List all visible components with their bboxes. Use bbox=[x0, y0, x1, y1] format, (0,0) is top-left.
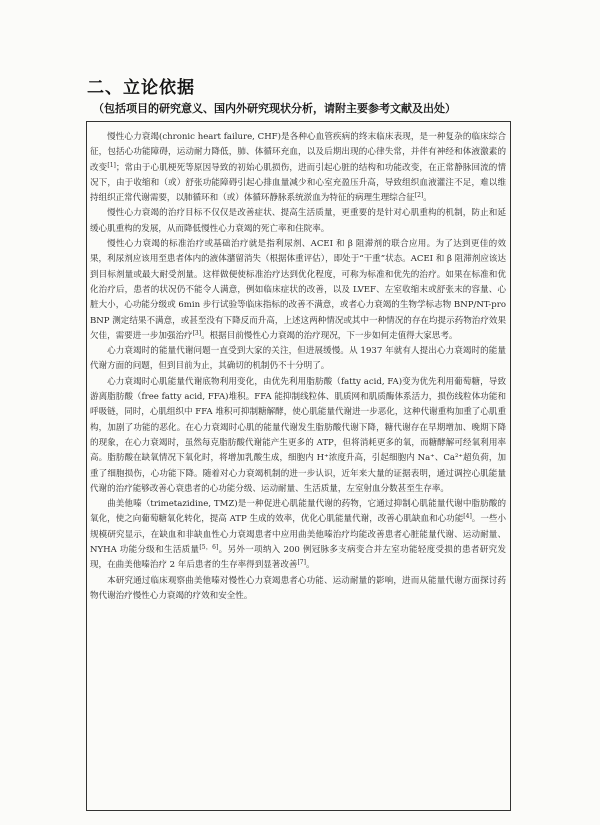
body-text bbox=[90, 130, 506, 604]
paragraph-text: 本研究通过临床观察曲美他嗪对慢性心力衰竭患者心功能、运动耐量的影响，进而从能量代谢方面探讨药物代谢治疗慢性心力衰竭的疗效和安全性。 bbox=[90, 575, 506, 601]
citation: [4] bbox=[463, 513, 472, 521]
citation: [2] bbox=[414, 192, 424, 200]
citation: [1] bbox=[107, 161, 116, 169]
citation: [3] bbox=[192, 329, 202, 337]
paragraph-text: 。一些小规模研究显示，在缺血和非缺血性心力衰竭患者中应用曲美他嗪治疗均能改善患者心脏能量代谢、运动耐量、NYHA 功能分级和生活质量 bbox=[90, 514, 506, 556]
paragraph-text: ；常由于心肌梗死等原因导致的初始心肌损伤，进而引起心脏的结构和功能改变，在正常静脉回流的情况下，由于收缩和（或）舒张功能障碍引起心排血量减少和心室充盈压升高，导致组织血液灌注不足，难以维持组织正常代谢需要，以肺循环和（或）体循环静脉系统淤血为特征的病理生理综合征 bbox=[90, 162, 507, 204]
paragraph-treatment-goal bbox=[90, 206, 506, 237]
paragraph-text: 。根据目前慢性心力衰竭的治疗现况，下一步如何走值得大家思考。 bbox=[201, 330, 458, 341]
paragraph-text: 慢性心力衰竭(chronic heart failure, CHF)是各种心血管疾病的终末临床表现，是一种复杂的临床综合征，包括心功能障碍，运动耐力降低，肺、体循环充血，以及后期出现的心律失常，并伴有神经和体液激素的改变 bbox=[90, 132, 506, 173]
paragraph-text: 心力衰竭时心肌能量代谢底物利用变化，由优先利用脂肪酸（fatty acid, FA)变为优先利用葡萄糖，导致游离脂肪酸（free fatty acid, FFA)堆积。FFA 能抑制线粒体、肌质网和肌质酶体系活力，损伤线粒体功能和呼吸链，同时，心肌组织中 FFA 堆积可抑制糖解酵，使心肌能量代谢进一步恶化，这种代谢重构加重了心肌重构，加剧了功能的恶化。在心力衰竭时心肌的能量代谢发生脂肪酸代谢下降，糖代谢存在早期增加、晚期下降的现象，在心力衰竭时，虽然每克脂肪酸代谢能产生更多的 ATP，但将消耗更多的氧，而糖酵解可经氧利用率高。脂肪酸在缺氧情况下氧化时，将增加乳酸生成，细胞内 H⁺浓度升高，引起细胞内 Na⁺、Ca²⁺超负荷，加重了细胞损伤，心功能下降。随着对心力衰竭机制的进一步认识，近年来大量的证据表明，通过调控心肌能量代谢的治疗能够改善心衰患者的心功能分级、运动耐量、生活质量，左室射血分数甚至生存率。 bbox=[90, 376, 506, 494]
paragraph-trimetazidine bbox=[90, 497, 506, 573]
paragraph-text: 心力衰竭时的能量代谢问题一直受到大家的关注，但进展缓慢。从 1937 年就有人提出心力衰竭时的能量代谢方面的问题，但到目前为止，其确切的机制仍不十分明了。 bbox=[90, 346, 506, 372]
paragraph-text: 。另外一项纳入 200 例冠脉多支病变合并左室功能轻度受损的患者研究发现，在曲美他嗪治疗 2 年后患者的生存率得到显著改善 bbox=[90, 545, 506, 571]
paragraph-text: 慢性心力衰竭的标准治疗或基础治疗就是指利尿剂、ACEI 和 β 阻滞剂的联合应用。为了达到更佳的效果，利尿剂应该用至患者体内的液体潴留消失（根据体重评估），即处于“干重”状态。ACEI 和 β 阻滞剂应该达到目标剂量或最大耐受剂量。这样做便使标准治疗达到优化程度，可称为标准和优先的治疗。如果在标准和优化治疗后，患者的状况仍不能令人满意，例如临床症状的改善，以及 LVEF、左室收缩末或舒张末的容量、心脏大小，心功能分级或 6min 步行试验等临床指标的改善不满意，或者心力衰竭的生物学标志物 BNP/NT-proBNP 测定结果不满意，或甚至没有下降反而升高，上述这两种情况或其中一种情况的存在均提示药物治疗效果欠佳，需要进一步加强治疗 bbox=[90, 239, 506, 341]
paragraph-standard-treatment bbox=[90, 237, 506, 344]
paragraph-study-purpose bbox=[90, 574, 506, 605]
paragraph-energy-metabolism-history bbox=[90, 344, 506, 375]
paragraph-chf-definition bbox=[90, 130, 506, 206]
section-subheading: （包括项目的研究意义、国内外研究现状分析，请附主要参考文献及出处） bbox=[93, 102, 456, 115]
paragraph-text: 曲美他嗪（trimetazidine, TMZ)是一种促进心肌能量代谢的药物，它通过抑制心肌能量代谢中脂肪酸的氧化，使之向葡萄糖氧化转化，提高 ATP 生成的效率，优化心肌能量代谢，改善心肌缺血和心功能 bbox=[90, 499, 506, 525]
citation: [7] bbox=[297, 559, 306, 567]
section-heading: 二、立论依据 bbox=[87, 78, 195, 98]
paragraph-text: 慢性心力衰竭的治疗目标不仅仅是改善症状、提高生活质量，更重要的是针对心肌重构的机制，防止和延缓心肌重构的发展，从而降低慢性心力衰竭的死亡率和住院率。 bbox=[90, 208, 506, 234]
paragraph-text: 。 bbox=[423, 193, 432, 204]
citation: [5，6] bbox=[199, 544, 219, 552]
paragraph-energy-substrate bbox=[90, 375, 506, 497]
paragraph-text: 。 bbox=[305, 560, 315, 571]
